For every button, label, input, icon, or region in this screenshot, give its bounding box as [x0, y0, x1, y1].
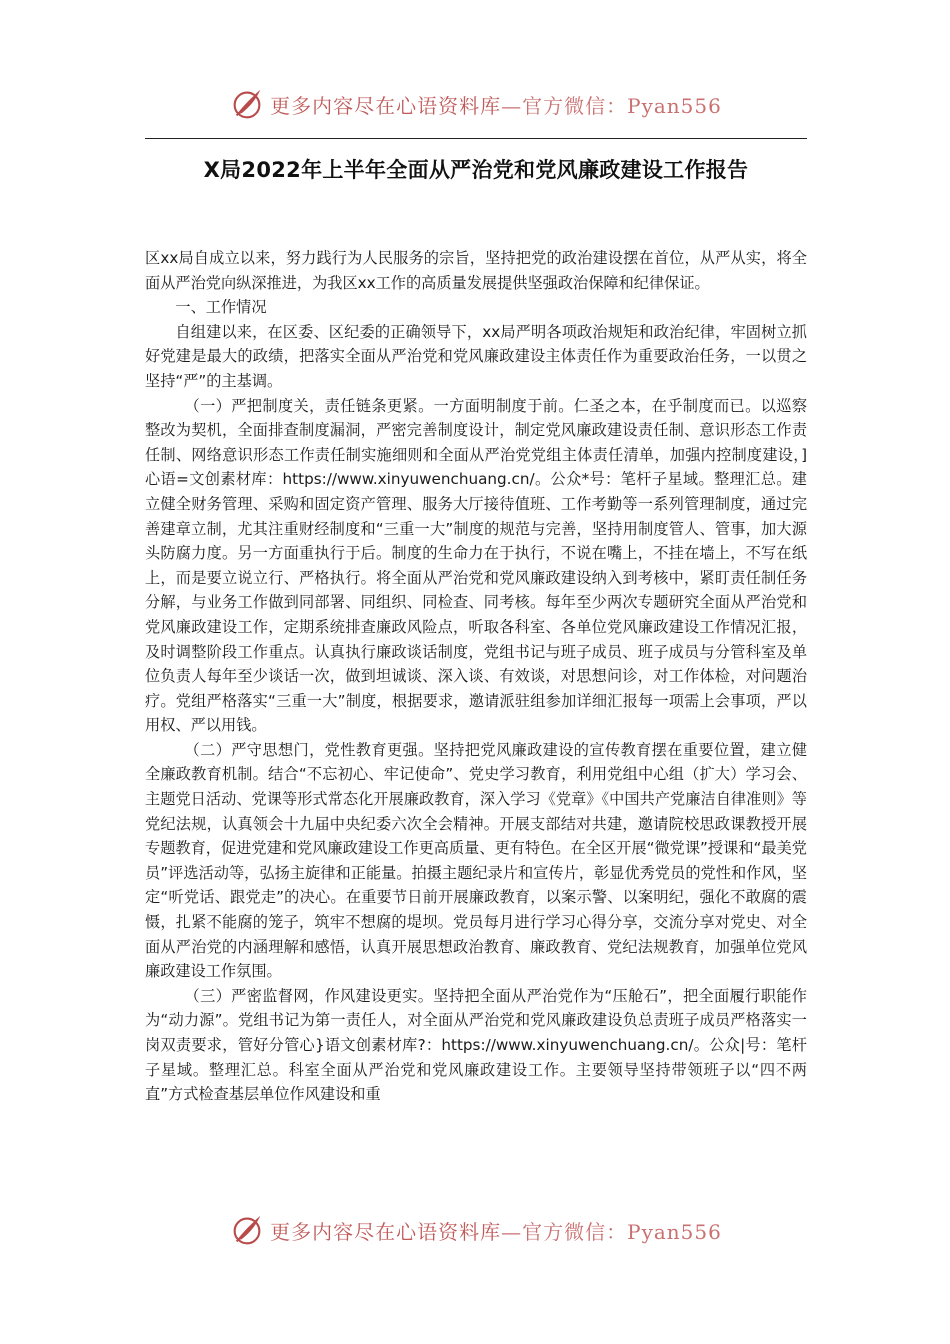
body-paragraph: （二）严守思想门，党性教育更强。坚持把党风廉政建设的宣传教育摆在重要位置，建立健全廉政教育机制。结合“不忘初心、牢记使命”、党史学习教育，利用党组中心组（扩大）学习会、主题党日活动、党课等形式常态化开展廉政教育，深入学习《党章》《中国共产党廉洁自律准则》等党纪法规，认真领会十九届中央纪委六次全会精神。开展支部结对共建，邀请院校思政课教授开展专题教育，促进党建和党风廉政建设工作更高质量、更有特色。在全区开展“微党课”授课和“最美党员”评选活动等，弘扬主旋律和正能量。拍摄主题纪录片和宣传片，彰显优秀党员的党性和作风，坚定“听党话、跟党走”的决心。在重要节日前开展廉政教育，以案示警、以案明纪，强化不敢腐的震慑，扎紧不能腐的笼子，筑牢不想腐的堤坝。党员每月进行学习心得分享，交流分享对党史、对全面从严治党的内涵理解和感悟，认真开展思想政治教育、廉政教育、党纪法规教育，加强单位党风廉政建设工作氛围。 [145, 740, 807, 981]
body-paragraph: 自组建以来，在区委、区纪委的正确领导下，xx局严明各项政治规矩和政治纪律，牢固树立抓好党建是最大的政绩，把落实全面从严治党和党风廉政建设主体责任作为重要政治任务，一以贯之坚持“严”的主基调。 [145, 322, 807, 390]
quill-logo-icon [228, 1211, 266, 1249]
header-divider [145, 138, 807, 139]
banner-brand: 更多内容尽在心语资料库 [270, 1219, 502, 1244]
banner-text [270, 1216, 722, 1245]
banner-text [270, 90, 722, 119]
banner-dash: — [501, 1219, 523, 1244]
section-heading: 一、工作情况 [175, 298, 267, 317]
body-paragraph: （三）严密监督网，作风建设更实。坚持把全面从严治党作为“压舱石”，把全面履行职能作为“动力源”。党组书记为第一责任人，对全面从严治党和党风廉政建设负总责班子成员严格落实一岗双责要求，管好分管心}语文创素材库?：https://www.xinyuwenchuang.cn/。公众|号：笔杆子星域。整理汇总。科室全面从严治党和党风廉政建设工作。主要领导坚持带领班子以“四不两直”方式检查基层单位作风建设和重 [145, 986, 807, 1104]
banner-brand: 更多内容尽在心语资料库 [270, 93, 502, 118]
intro-paragraph: 区xx局自成立以来，努力践行为人民服务的宗旨，坚持把党的政治建设摆在首位，从严从实，将全面从严治党向纵深推进，为我区xx工作的高质量发展提供坚强政治保障和纪律保证。 [145, 249, 807, 292]
quill-logo-icon [228, 85, 266, 123]
document-body [145, 246, 807, 1107]
body-paragraph: （一）严把制度关，责任链条更紧。一方面明制度于前。仁圣之本，在乎制度而已。以巡察整改为契机，全面排查制度漏洞，严密完善制度设计，制定党风廉政建设责任制、意识形态工作责任制、网络意识形态工作责任制实施细则和全面从严治党党组主体责任清单，加强内控制度建设，]心语=文创素材库：https://www.xinyuwenchuang.cn/。公众*号：笔杆子星域。整理汇总。建立健全财务管理、采购和固定资产管理、服务大厅接待值班、工作考勤等一系列管理制度，通过完善建章立制，尤其注重财经制度和“三重一大”制度的规范与完善，坚持用制度管人、管事，加大源头防腐力度。另一方面重执行于后。制度的生命力在于执行，不说在嘴上，不挂在墙上，不写在纸上，而是要立说立行、严格执行。将全面从严治党和党风廉政建设纳入到考核中，紧盯责任制任务分解，与业务工作做到同部署、同组织、同检查、同考核。每年至少两次专题研究全面从严治党和党风廉政建设工作，定期系统排查廉政风险点，听取各科室、各单位党风廉政建设工作情况汇报，及时调整阶段工作重点。认真执行廉政谈话制度，党组书记与班子成员、班子成员与分管科室及单位负责人每年至少谈话一次，做到坦诚谈、深入谈、有效谈，对思想问诊，对工作体检，对问题治疗。党组严格落实“三重一大”制度，根据要求，邀请派驻组参加详细汇报每一项需上会事项，严以用权、严以用钱。 [145, 396, 807, 735]
banner-dash: — [501, 93, 523, 118]
banner-contact: 官方微信：Pyan556 [522, 1219, 722, 1244]
document-title: X局2022年上半年全面从严治党和党风廉政建设工作报告 [203, 158, 749, 182]
footer-banner [0, 1208, 950, 1252]
banner-contact: 官方微信：Pyan556 [522, 93, 722, 118]
header-banner [0, 82, 950, 126]
